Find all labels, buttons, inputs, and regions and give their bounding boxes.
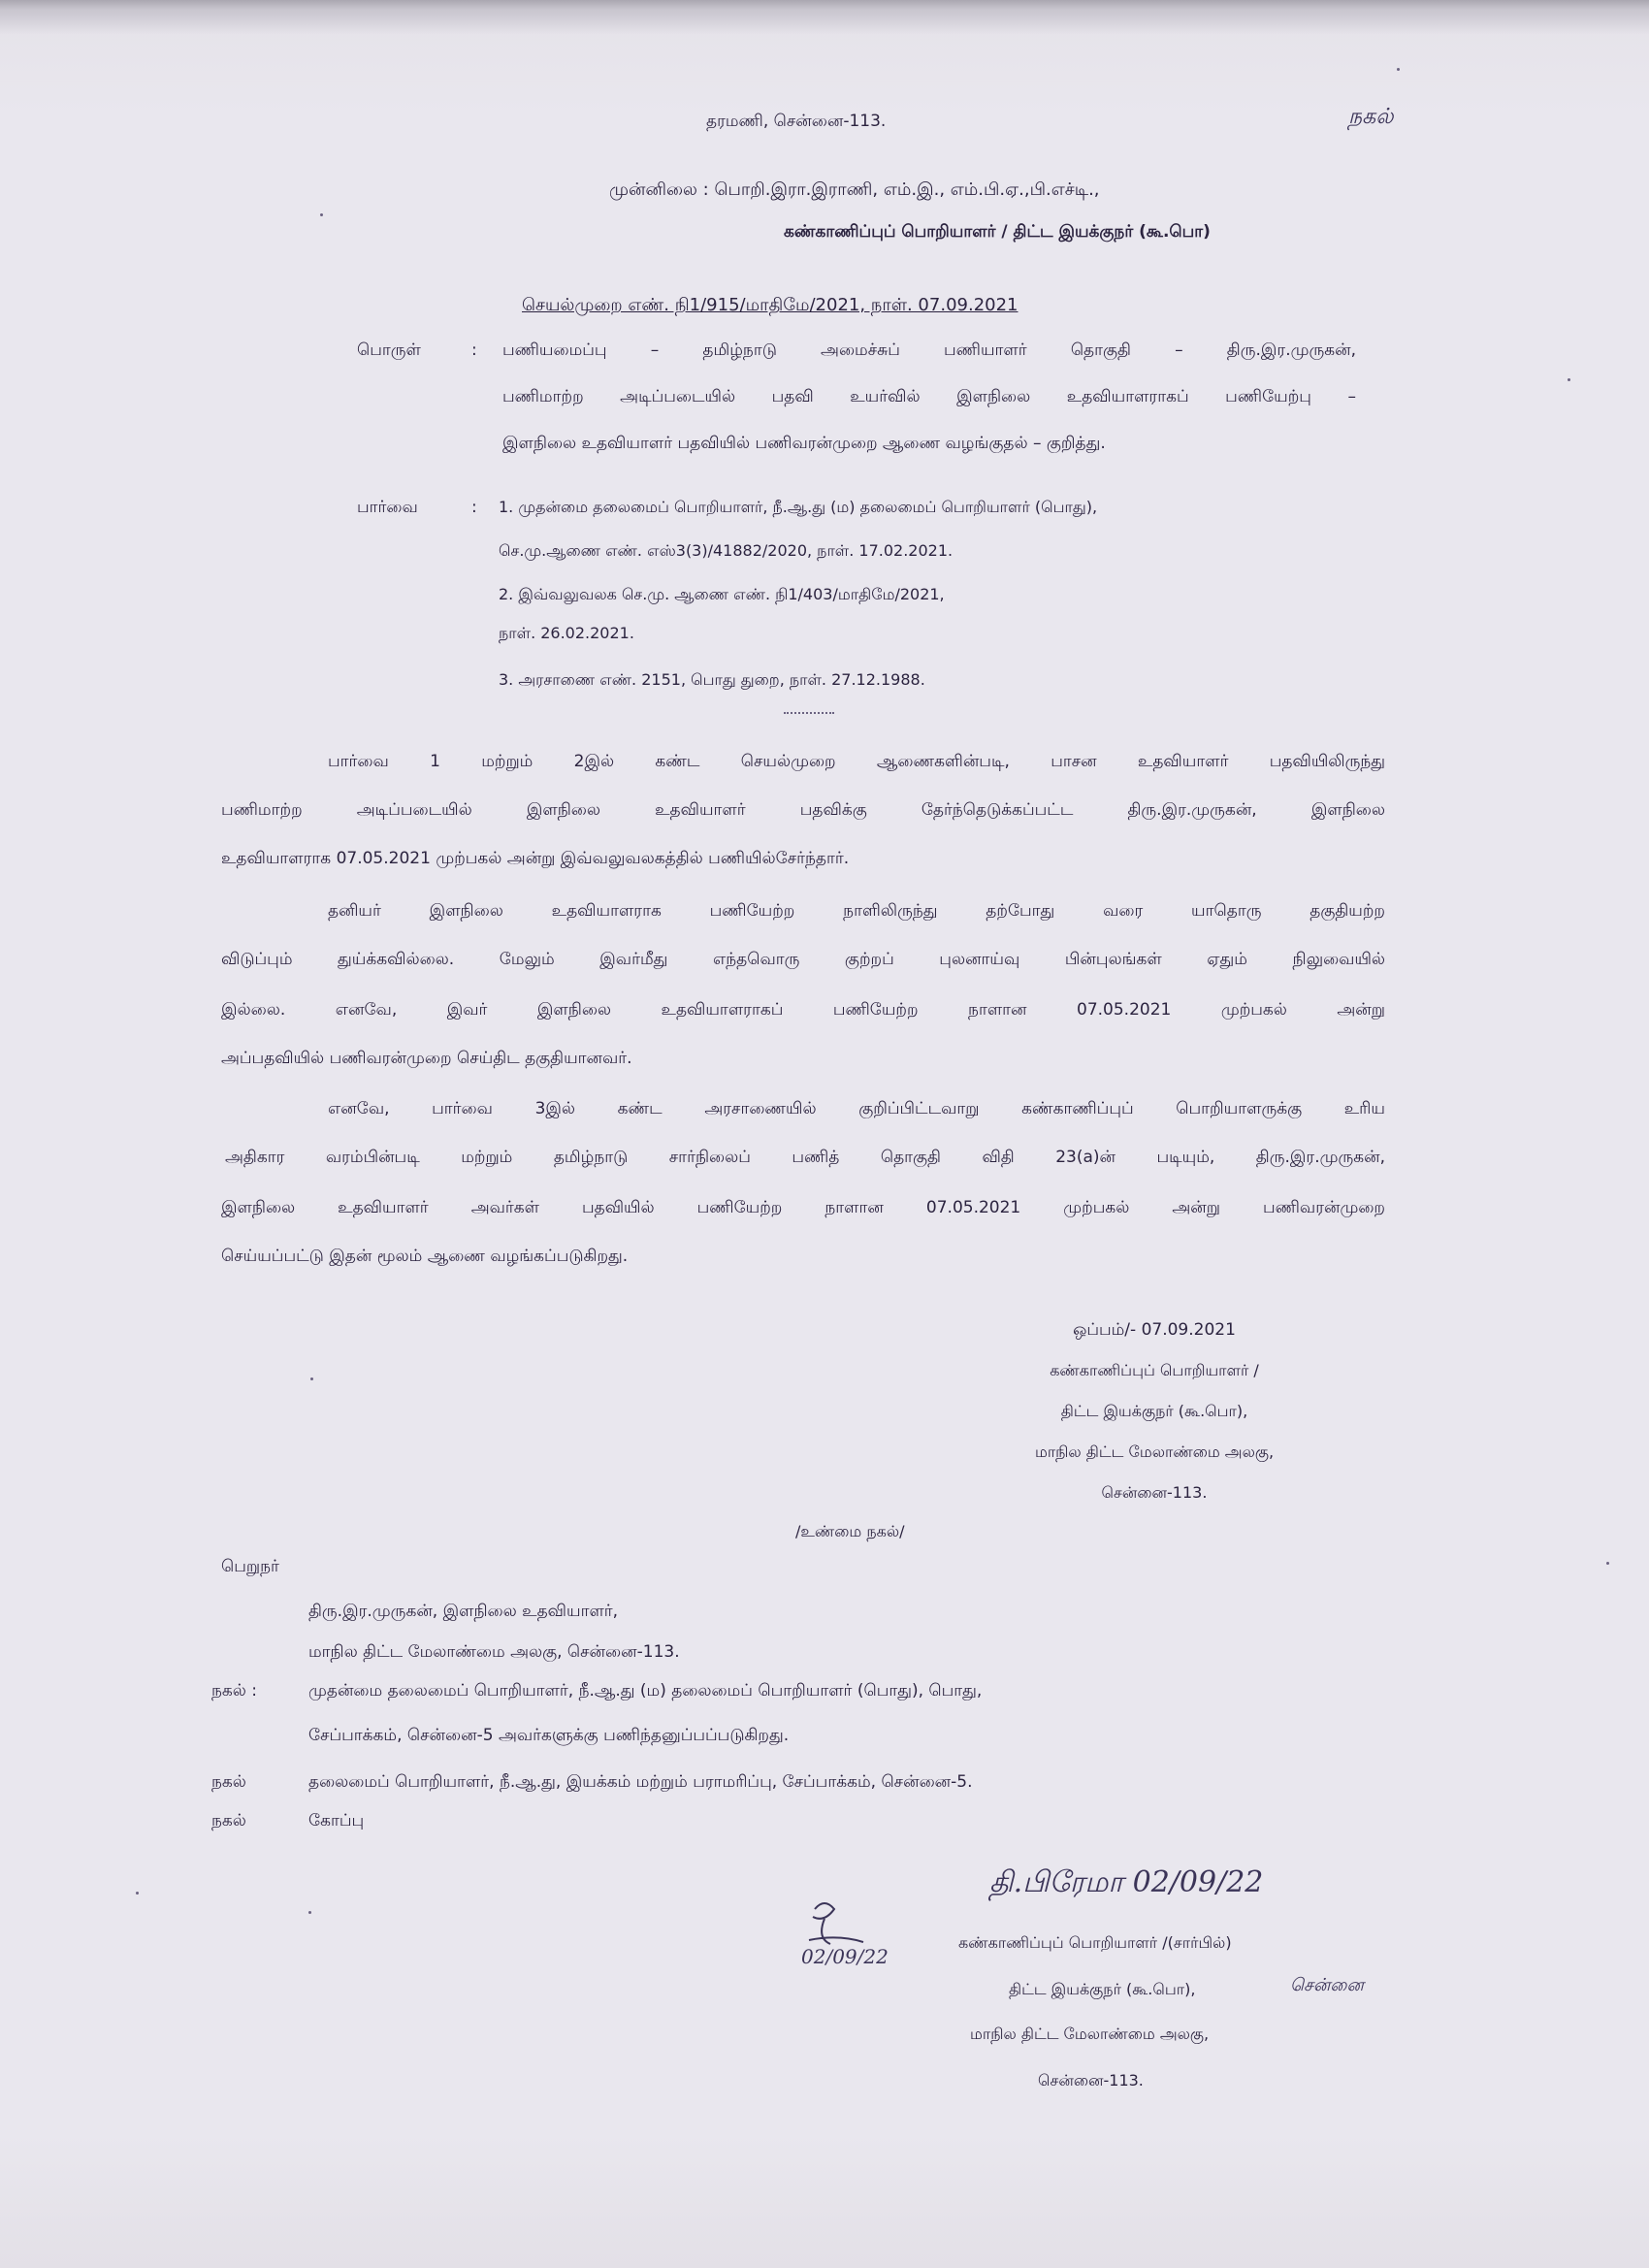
reference-line-2: செ.மு.ஆணை எண். எஸ்3(3)/41882/2020, நாள். 17.02.2021. [499, 541, 954, 560]
subject-line-2: பணிமாற்ற அடிப்படையில் பதவி உயர்வில் இளநிலை உதவியாளராகப் பணியேற்பு – [502, 387, 1356, 406]
true-copy: /உண்மை நகல்/ [795, 1522, 905, 1540]
subject-label: பொருள் [357, 340, 421, 360]
copy-3-label: நகல் [211, 1811, 246, 1831]
footer-signature-line-4: சென்னை-113. [1038, 2071, 1144, 2090]
subject-line-3: இளநிலை உதவியாளர் பதவியில் பணிவரன்முறை ஆணை வழங்குதல் – குறித்து. [502, 434, 1106, 453]
paragraph-2-line-4: அப்பதவியில் பணிவரன்முறை செய்திட தகுதியானவர். [221, 1049, 632, 1068]
scan-speck [308, 1911, 311, 1914]
paragraph-1-line-2: பணிமாற்ற அடிப்படையில் இளநிலை உதவியாளர் பதவிக்கு தேர்ந்தெடுக்கப்பட்ட திரு.இர.முருகன், இளநிலை [221, 800, 1385, 820]
footer-signature-line-3: மாநில திட்ட மேலாண்மை அலகு, [970, 2025, 1210, 2043]
signature-line-3: மாநில திட்ட மேலாண்மை அலகு, [1034, 1442, 1275, 1461]
recipient-label: பெறுநர் [221, 1557, 279, 1576]
copy-2-line-1: தலைமைப் பொறியாளர், நீ.ஆ.து, இயக்கம் மற்றும் பராமரிப்பு, சேப்பாக்கம், சென்னை-5. [308, 1772, 973, 1792]
footer-signature-line-2: திட்ட இயக்குநர் (கூ.பொ), [1009, 1980, 1196, 1998]
separator-dots [784, 712, 834, 714]
scan-speck [310, 1377, 313, 1380]
paragraph-2-line-3: இல்லை. எனவே, இவர் இளநிலை உதவியாளராகப் பணியேற்ற நாளான 07.05.2021 முற்பகல் அன்று [221, 1000, 1385, 1020]
presence-line: முன்னிலை : பொறி.இரா.இராணி, எம்.இ., எம்.பி.ஏ.,பி.எச்டி., [609, 179, 1100, 200]
signature-line-1: கண்காணிப்புப் பொறியாளர் / [1050, 1361, 1259, 1379]
scan-speck [136, 1892, 139, 1895]
paragraph-1-line-3: உதவியாளராக 07.05.2021 முற்பகல் அன்று இவ்வலுவலகத்தில் பணியில்சேர்ந்தார். [221, 849, 850, 868]
reference-line-3: 2. இவ்வலுவலக செ.மு. ஆணை எண். நி1/403/மாதிமே/2021, [499, 585, 945, 603]
paragraph-3-line-3: இளநிலை உதவியாளர் அவர்கள் பதவியில் பணியேற்ற நாளான 07.05.2021 முற்பகல் அன்று பணிவரன்முறை [221, 1198, 1385, 1217]
signed-date: ஒப்பம்/- 07.09.2021 [1073, 1320, 1236, 1340]
reference-label: பார்வை [357, 498, 418, 517]
copy-2-label: நகல் [211, 1772, 246, 1792]
proceedings-title: செயல்முறை எண். நி1/915/மாதிமே/2021, நாள். 07.09.2021 [522, 295, 1018, 315]
signature-line-2: திட்ட இயக்குநர் (கூ.பொ), [1060, 1402, 1248, 1420]
stamp-fragment: சென்னை [1290, 1975, 1364, 1995]
paragraph-3-line-4: செய்யப்பட்டு இதன் மூலம் ஆணை வழங்கப்படுகிறது. [221, 1247, 629, 1266]
reference-line-4: நாள். 26.02.2021. [499, 624, 634, 642]
reference-colon: : [471, 498, 477, 517]
initials-date: 02/09/22 [801, 1945, 889, 1968]
copy-1-label: நகல் : [211, 1681, 258, 1701]
footer-signature-line-1: கண்காணிப்புப் பொறியாளர் /(சார்பில்) [958, 1933, 1232, 1952]
scan-speck [1568, 378, 1570, 381]
handwritten-signature: தி.பிரேமா 02/09/22 [989, 1865, 1264, 1899]
scan-edge-shadow [0, 0, 1649, 35]
scan-speck [320, 213, 323, 216]
copy-mark-handwritten: நகல் [1348, 105, 1394, 129]
subject-colon: : [471, 340, 477, 360]
reference-line-5: 3. அரசாணை எண். 2151, பொது துறை, நாள். 27.12.1988. [499, 670, 925, 689]
paragraph-2-line-1: தனியர் இளநிலை உதவியாளராக பணியேற்ற நாளிலிருந்து தற்போது வரை யாதொரு தகுதியற்ற [328, 901, 1385, 921]
scan-speck [1606, 1562, 1609, 1565]
reference-line-1: 1. முதன்மை தலைமைப் பொறியாளர், நீ.ஆ.து (ம) தலைமைப் பொறியாளர் (பொது), [499, 498, 1098, 516]
paragraph-1-line-1: பார்வை 1 மற்றும் 2இல் கண்ட செயல்முறை ஆணைகளின்படி, பாசன உதவியாளர் பதவியிலிருந்து [328, 752, 1385, 771]
copy-1-line-2: சேப்பாக்கம், சென்னை-5 அவர்களுக்கு பணிந்தனுப்பப்படுகிறது. [308, 1726, 790, 1745]
scan-speck [1397, 68, 1400, 71]
presence-designation: கண்காணிப்புப் பொறியாளர் / திட்ட இயக்குநர் (கூ.பொ) [784, 222, 1211, 242]
paragraph-3-line-2: அதிகார வரம்பின்படி மற்றும் தமிழ்நாடு சார்நிலைப் பணித் தொகுதி விதி 23(a)ன் படியும், திரு.இர.முருகன், [225, 1148, 1385, 1167]
subject-line-1: பணியமைப்பு – தமிழ்நாடு அமைச்சுப் பணியாளர் தொகுதி – திரு.இர.முருகன், [502, 340, 1356, 360]
copy-1-line-1: முதன்மை தலைமைப் பொறியாளர், நீ.ஆ.து (ம) தலைமைப் பொறியாளர் (பொது), பொது, [308, 1681, 983, 1701]
copy-3-line-1: கோப்பு [308, 1811, 365, 1831]
location-line: தரமணி, சென்னை-113. [706, 112, 887, 131]
recipient-line-2: மாநில திட்ட மேலாண்மை அலகு, சென்னை-113. [308, 1642, 680, 1662]
signature-line-4: சென்னை-113. [1101, 1483, 1208, 1502]
recipient-line-1: திரு.இர.முருகன், இளநிலை உதவியாளர், [308, 1602, 619, 1621]
paragraph-3-line-1: எனவே, பார்வை 3இல் கண்ட அரசாணையில் குறிப்பிட்டவாறு கண்காணிப்புப் பொறியாளருக்கு உரிய [328, 1099, 1385, 1118]
paragraph-2-line-2: விடுப்பும் துய்க்கவில்லை. மேலும் இவர்மீது எந்தவொரு குற்றப் புலனாய்வு பின்புலங்கள் ஏதும் நிலுவையில் [221, 950, 1385, 969]
